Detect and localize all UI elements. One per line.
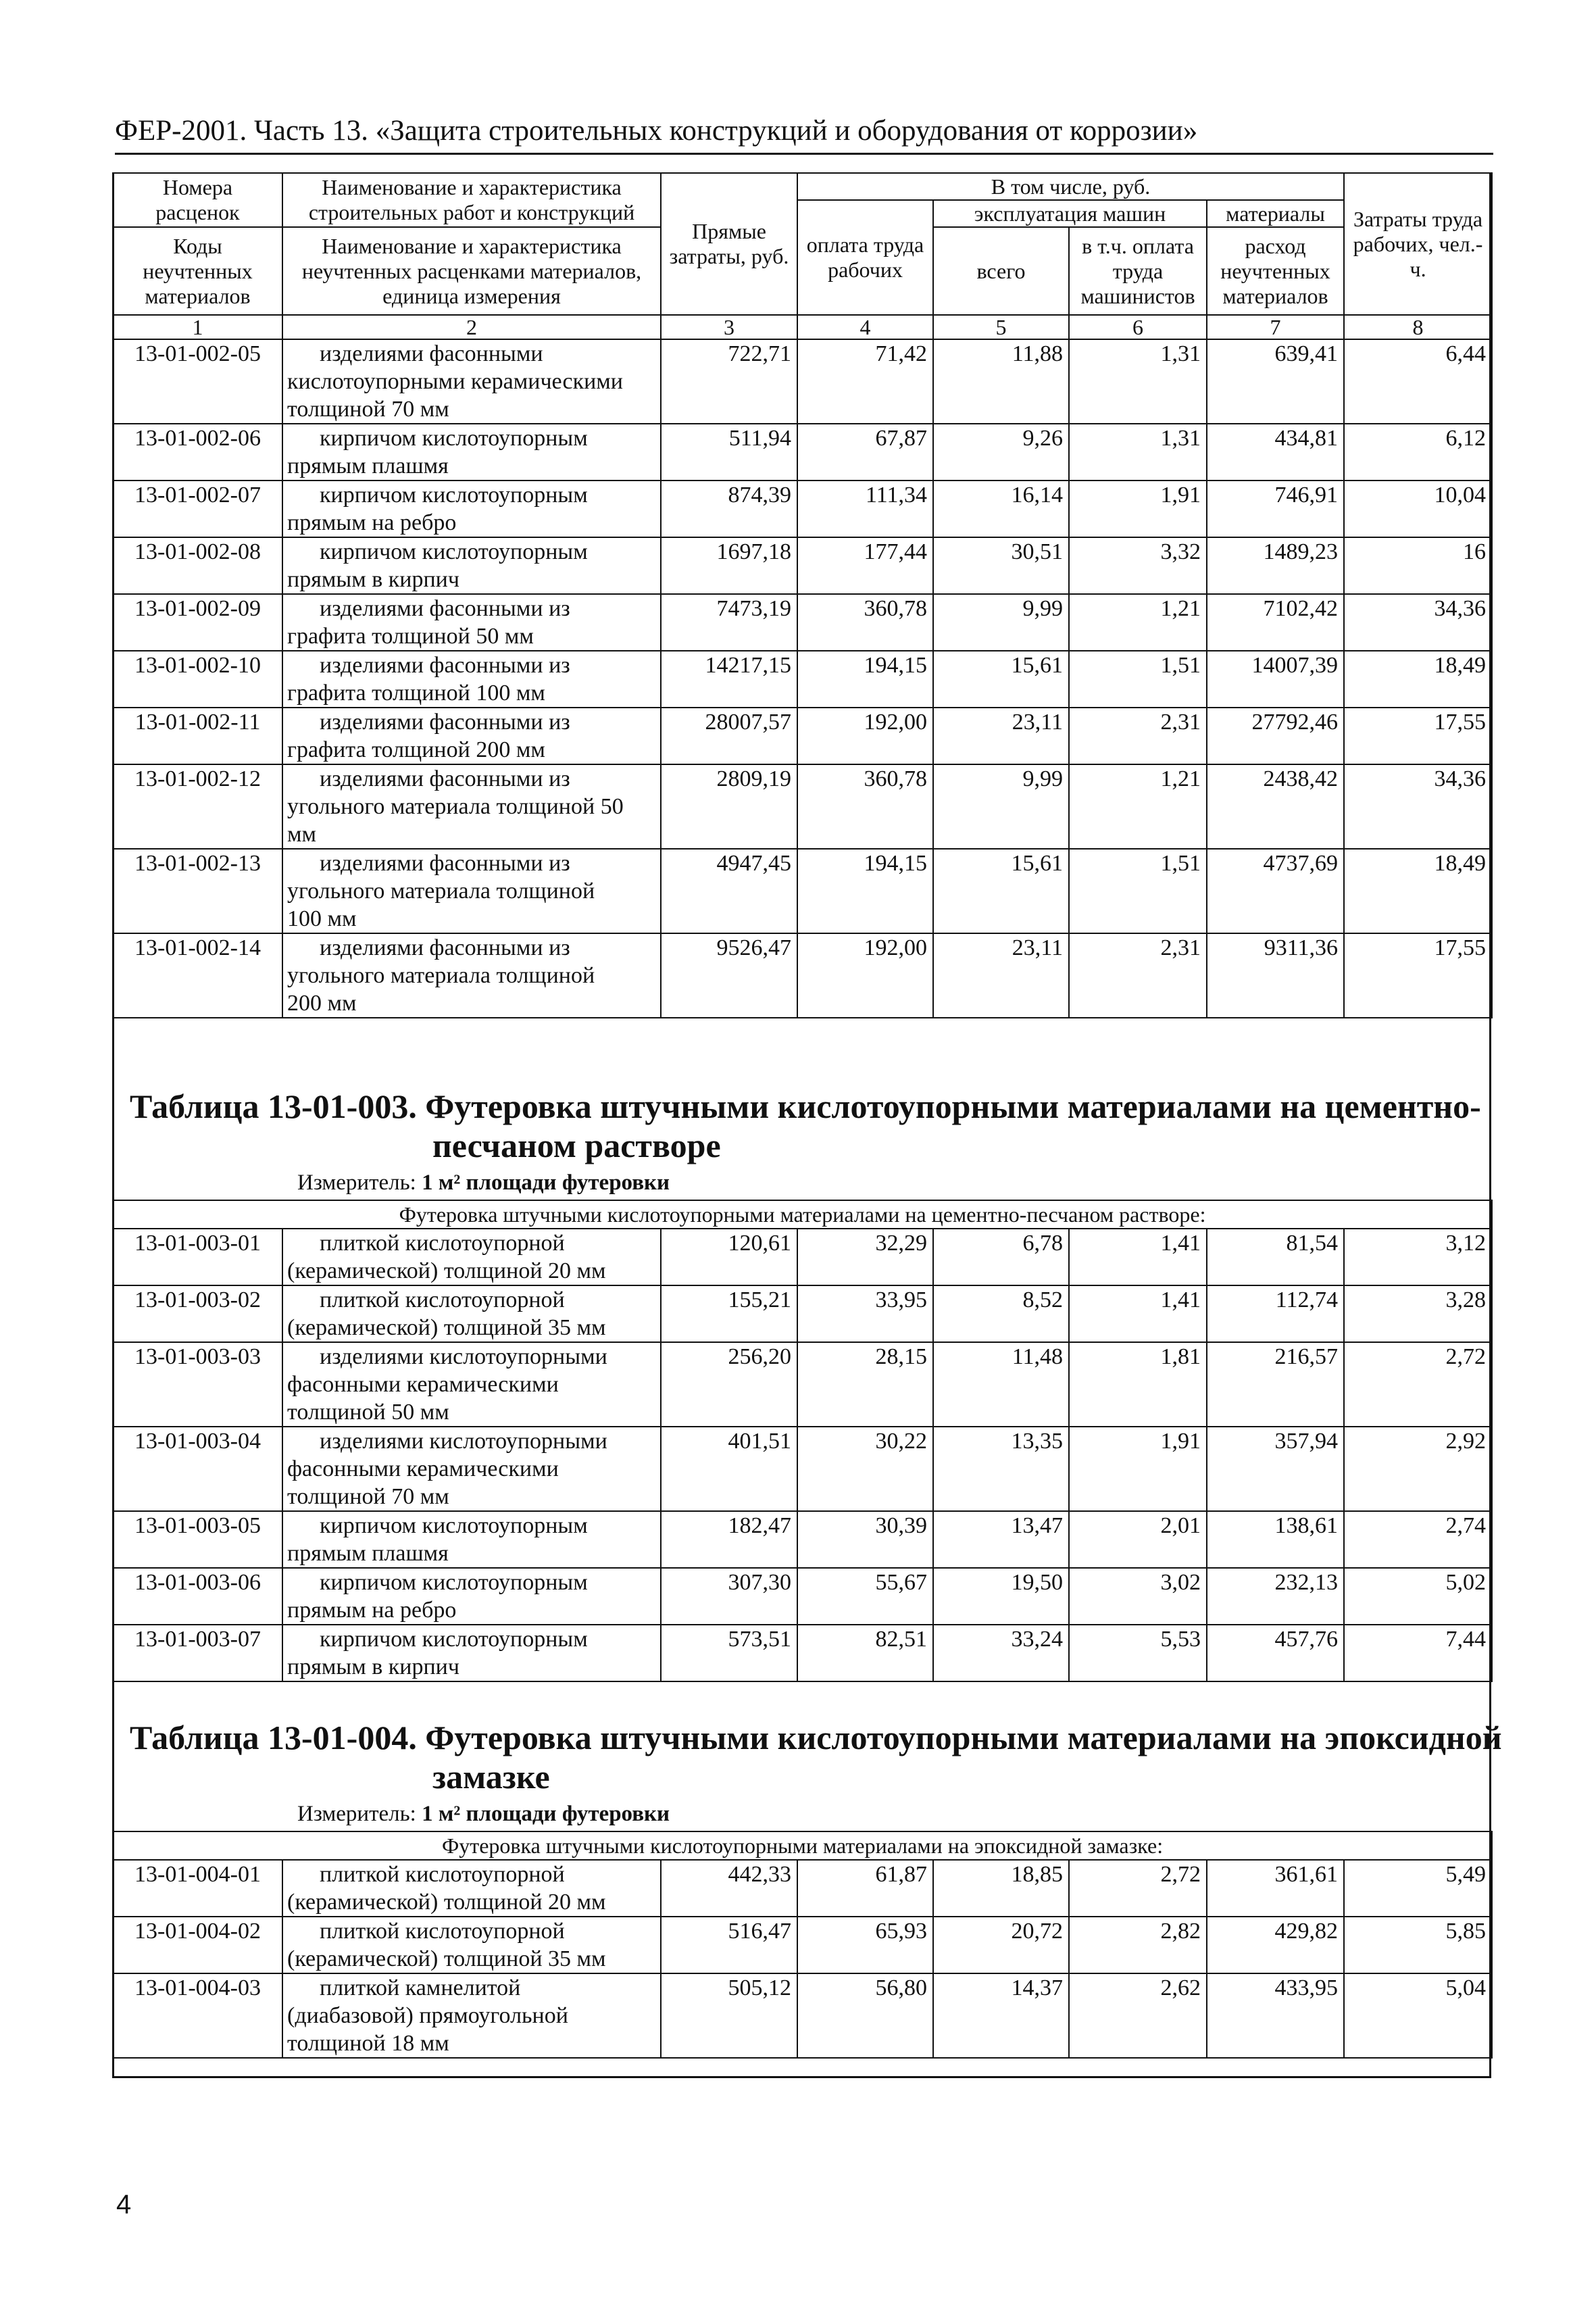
column-number: 5 [933,315,1069,339]
rate-code: 13-01-002-14 [113,933,282,1018]
rate-code: 13-01-004-01 [113,1860,282,1917]
direct-costs: 516,47 [661,1917,797,1973]
table-row [113,424,1492,481]
machine-total: 11,48 [933,1342,1069,1427]
work-description [282,1342,661,1427]
machine-operator-pay: 1,51 [1069,651,1207,708]
table-row [113,1568,1492,1625]
labor-pay: 30,22 [797,1427,933,1511]
direct-costs: 7473,19 [661,594,797,651]
machine-total: 23,11 [933,933,1069,1018]
labor-hours: 3,28 [1344,1285,1492,1342]
materials-cost: 429,82 [1207,1917,1344,1973]
work-description [282,424,661,481]
description-line: прямым на ребро [287,510,457,535]
direct-costs: 1697,18 [661,537,797,594]
machine-total: 8,52 [933,1285,1069,1342]
description-line: (керамической) толщиной 20 мм [287,1890,606,1915]
table-row [113,481,1492,537]
direct-costs: 573,51 [661,1625,797,1681]
machine-total: 30,51 [933,537,1069,594]
labor-pay: 192,00 [797,708,933,764]
rate-code: 13-01-002-10 [113,651,282,708]
direct-costs: 511,94 [661,424,797,481]
description-line: прямым плашмя [287,453,449,478]
table-row [113,1285,1492,1342]
materials-cost: 434,81 [1207,424,1344,481]
machine-operator-pay: 2,31 [1069,708,1207,764]
labor-hours: 17,55 [1344,933,1492,1018]
materials-cost: 746,91 [1207,481,1344,537]
labor-pay: 32,29 [797,1229,933,1285]
labor-pay: 360,78 [797,764,933,849]
labor-hours: 3,12 [1344,1229,1492,1285]
table-row [113,708,1492,764]
rate-code: 13-01-003-07 [113,1625,282,1681]
description-line: изделиями фасонными из [320,596,570,621]
table-row [113,1342,1492,1427]
machine-operator-pay: 1,21 [1069,764,1207,849]
description-line: изделиями фасонными из [320,851,570,876]
machine-operator-pay: 2,82 [1069,1917,1207,1973]
labor-pay: 55,67 [797,1568,933,1625]
work-description [282,849,661,933]
rate-code: 13-01-002-06 [113,424,282,481]
work-description [282,1917,661,1973]
machine-total: 20,72 [933,1917,1069,1973]
materials-cost: 357,94 [1207,1427,1344,1511]
column-number: 7 [1207,315,1344,339]
table-header [113,173,1492,315]
section-heading: Футеровка штучными кислотоупорными материалами на цементно-песчаном растворе: [113,1200,1492,1229]
materials-cost: 7102,42 [1207,594,1344,651]
machine-operator-pay: 2,01 [1069,1511,1207,1568]
table-row [113,1625,1492,1681]
materials-cost: 2438,42 [1207,764,1344,849]
labor-pay: 33,95 [797,1285,933,1342]
direct-costs: 14217,15 [661,651,797,708]
work-description [282,537,661,594]
column-number: 4 [797,315,933,339]
machine-total: 19,50 [933,1568,1069,1625]
machine-total: 15,61 [933,651,1069,708]
description-line: толщиной 50 мм [287,1400,449,1425]
rate-code: 13-01-002-05 [113,339,282,424]
machine-operator-pay: 5,53 [1069,1625,1207,1681]
column-header-unaccounted-materials: Наименование и характеристика неучтенных расценками материалов, единица измерения [282,227,661,315]
column-header-codes-unaccounted: Коды неучтенных материалов [113,227,282,315]
description-line: толщиной 18 мм [287,2031,449,2056]
description-line: плиткой кислотоупорной [320,1287,565,1312]
materials-cost: 27792,46 [1207,708,1344,764]
labor-pay: 61,87 [797,1860,933,1917]
labor-pay: 28,15 [797,1342,933,1427]
table-row [113,1511,1492,1568]
description-line: изделиями фасонными из [320,935,570,960]
work-description [282,1285,661,1342]
materials-cost: 639,41 [1207,339,1344,424]
machine-total: 23,11 [933,708,1069,764]
labor-hours: 7,44 [1344,1625,1492,1681]
measure-unit-13-01-004: Измеритель: 1 м² площади футеровки [297,1802,670,1826]
page-header: ФЕР-2001. Часть 13. «Защита строительных конструкций и оборудования от коррозии» [115,114,1493,155]
table-row [113,594,1492,651]
work-description [282,651,661,708]
column-header-labor-hours: Затраты труда рабочих, чел.-ч. [1344,173,1492,315]
direct-costs: 874,39 [661,481,797,537]
rates-table-13-01-002 [112,172,1493,1018]
machine-total: 9,99 [933,764,1069,849]
machine-total: 16,14 [933,481,1069,537]
labor-pay: 192,00 [797,933,933,1018]
labor-hours: 18,49 [1344,849,1492,933]
table-row [113,1427,1492,1511]
direct-costs: 4947,45 [661,849,797,933]
description-line: кислотоупорными керамическими [287,369,624,394]
work-description [282,933,661,1018]
direct-costs: 9526,47 [661,933,797,1018]
column-header-machine-operator-pay: в т.ч. оплата труда машинистов [1069,227,1207,315]
materials-cost: 361,61 [1207,1860,1344,1917]
labor-hours: 18,49 [1344,651,1492,708]
description-line: изделиями фасонными из [320,653,570,678]
labor-pay: 56,80 [797,1973,933,2058]
description-line: угольного материала толщиной [287,963,595,988]
description-line: фасонными керамическими [287,1372,559,1397]
labor-pay: 65,93 [797,1917,933,1973]
labor-pay: 360,78 [797,594,933,651]
rate-code: 13-01-002-12 [113,764,282,849]
materials-cost: 138,61 [1207,1511,1344,1568]
description-line: изделиями фасонными [320,341,543,366]
labor-hours: 5,02 [1344,1568,1492,1625]
machine-operator-pay: 1,91 [1069,481,1207,537]
materials-cost: 9311,36 [1207,933,1344,1018]
rate-code: 13-01-004-02 [113,1917,282,1973]
labor-hours: 6,44 [1344,339,1492,424]
labor-hours: 16 [1344,537,1492,594]
description-line: 100 мм [287,906,357,931]
description-line: прямым плашмя [287,1541,449,1566]
labor-hours: 5,49 [1344,1860,1492,1917]
work-description [282,481,661,537]
machine-total: 6,78 [933,1229,1069,1285]
description-line: изделиями кислотоупорными [320,1429,607,1454]
labor-hours: 2,74 [1344,1511,1492,1568]
description-line: графита толщиной 50 мм [287,624,534,649]
table-title-13-01-004: Таблица 13-01-004. Футеровка штучными кислотоупорными материалами на эпоксидной [130,1719,1502,1756]
machine-operator-pay: 1,41 [1069,1229,1207,1285]
work-description [282,594,661,651]
rates-table-13-01-004 [112,1831,1493,2059]
machine-total: 13,35 [933,1427,1069,1511]
rate-code: 13-01-002-13 [113,849,282,933]
column-header-labor-pay: оплата труда рабочих [797,200,933,315]
direct-costs: 155,21 [661,1285,797,1342]
labor-pay: 177,44 [797,537,933,594]
labor-pay: 67,87 [797,424,933,481]
labor-hours: 34,36 [1344,764,1492,849]
measure-unit-13-01-003: Измеритель: 1 м² площади футеровки [297,1171,670,1195]
table-row [113,537,1492,594]
machine-operator-pay: 1,31 [1069,424,1207,481]
description-line: (керамической) толщиной 20 мм [287,1258,606,1283]
labor-hours: 5,04 [1344,1973,1492,2058]
description-line: графита толщиной 100 мм [287,681,545,706]
materials-cost: 4737,69 [1207,849,1344,933]
direct-costs: 120,61 [661,1229,797,1285]
table-row [113,1229,1492,1285]
description-line: мм [287,822,317,847]
table-row [113,764,1492,849]
description-line: кирпичом кислотоупорным [320,483,588,508]
description-line: прямым в кирпич [287,1654,459,1679]
work-description [282,1860,661,1917]
direct-costs: 442,33 [661,1860,797,1917]
machine-operator-pay: 2,62 [1069,1973,1207,2058]
machine-total: 9,26 [933,424,1069,481]
description-line: (керамической) толщиной 35 мм [287,1315,606,1340]
description-line: (керамической) толщиной 35 мм [287,1946,606,1971]
materials-cost: 112,74 [1207,1285,1344,1342]
column-header-code: Номера расценок [113,173,282,227]
work-description [282,1625,661,1681]
rate-code: 13-01-002-08 [113,537,282,594]
labor-pay: 194,15 [797,849,933,933]
machine-total: 15,61 [933,849,1069,933]
rate-code: 13-01-002-07 [113,481,282,537]
direct-costs: 307,30 [661,1568,797,1625]
machine-operator-pay: 1,21 [1069,594,1207,651]
rate-code: 13-01-003-03 [113,1342,282,1427]
labor-hours: 34,36 [1344,594,1492,651]
machine-operator-pay: 1,41 [1069,1285,1207,1342]
machine-operator-pay: 1,81 [1069,1342,1207,1427]
rate-code: 13-01-002-09 [113,594,282,651]
direct-costs: 505,12 [661,1973,797,2058]
direct-costs: 2809,19 [661,764,797,849]
labor-hours: 6,12 [1344,424,1492,481]
labor-pay: 194,15 [797,651,933,708]
column-header-machine-total: всего [933,227,1069,315]
description-line: кирпичом кислотоупорным [320,426,588,451]
description-line: кирпичом кислотоупорным [320,539,588,564]
table-row [113,339,1492,424]
column-number: 8 [1344,315,1492,339]
machine-total: 11,88 [933,339,1069,424]
description-line: (диабазовой) прямоугольной [287,2003,568,2028]
column-number: 3 [661,315,797,339]
rate-code: 13-01-004-03 [113,1973,282,2058]
description-line: прямым на ребро [287,1598,457,1623]
machine-operator-pay: 3,02 [1069,1568,1207,1625]
direct-costs: 28007,57 [661,708,797,764]
labor-hours: 2,92 [1344,1427,1492,1511]
work-description [282,1427,661,1511]
description-line: изделиями кислотоупорными [320,1344,607,1369]
materials-cost: 14007,39 [1207,651,1344,708]
machine-total: 18,85 [933,1860,1069,1917]
description-line: угольного материала толщиной [287,879,595,904]
description-line: толщиной 70 мм [287,397,449,422]
work-description [282,339,661,424]
labor-hours: 2,72 [1344,1342,1492,1427]
column-header-materials-use: расход неучтенных материалов [1207,227,1344,315]
description-line: фасонными керамическими [287,1456,559,1481]
description-line: угольного материала толщиной 50 [287,794,624,819]
column-header-machine-ops: эксплуатация машин [933,200,1207,227]
description-line: плиткой кислотоупорной [320,1919,565,1944]
column-header-direct-costs: Прямые затраты, руб. [661,173,797,315]
work-description [282,1973,661,2058]
page-number: 4 [116,2190,132,2219]
work-description [282,708,661,764]
column-header-materials: материалы [1207,200,1344,227]
direct-costs: 401,51 [661,1427,797,1511]
materials-cost: 1489,23 [1207,537,1344,594]
description-line: кирпичом кислотоупорным [320,1627,588,1652]
machine-operator-pay: 3,32 [1069,537,1207,594]
work-description [282,1229,661,1285]
rate-code: 13-01-003-02 [113,1285,282,1342]
machine-operator-pay: 1,91 [1069,1427,1207,1511]
materials-cost: 216,57 [1207,1342,1344,1427]
work-description [282,764,661,849]
description-line: кирпичом кислотоупорным [320,1570,588,1595]
work-description [282,1568,661,1625]
labor-hours: 17,55 [1344,708,1492,764]
labor-hours: 5,85 [1344,1917,1492,1973]
description-line: толщиной 70 мм [287,1484,449,1509]
description-line: графита толщиной 200 мм [287,737,545,762]
rate-code: 13-01-003-01 [113,1229,282,1285]
rate-code: 13-01-003-06 [113,1568,282,1625]
machine-operator-pay: 1,31 [1069,339,1207,424]
direct-costs: 256,20 [661,1342,797,1427]
column-number: 1 [113,315,282,339]
description-line: плиткой камнелитой [320,1975,521,2000]
materials-cost: 232,13 [1207,1568,1344,1625]
work-description [282,1511,661,1568]
rate-code: 13-01-002-11 [113,708,282,764]
table-row [113,1917,1492,1973]
section-heading: Футеровка штучными кислотоупорными материалами на эпоксидной замазке: [113,1831,1492,1860]
labor-pay: 111,34 [797,481,933,537]
labor-pay: 71,42 [797,339,933,424]
machine-operator-pay: 1,51 [1069,849,1207,933]
labor-hours: 10,04 [1344,481,1492,537]
machine-total: 9,99 [933,594,1069,651]
rate-code: 13-01-003-05 [113,1511,282,1568]
column-number: 6 [1069,315,1207,339]
table-row [113,849,1492,933]
machine-total: 13,47 [933,1511,1069,1568]
table-title-13-01-003-cont: песчаном растворе [432,1127,721,1164]
rate-code: 13-01-003-04 [113,1427,282,1511]
table-row [113,1973,1492,2058]
materials-cost: 81,54 [1207,1229,1344,1285]
description-line: кирпичом кислотоупорным [320,1513,588,1538]
direct-costs: 722,71 [661,339,797,424]
table-title-13-01-004-cont: замазке [432,1758,550,1796]
description-line: изделиями фасонными из [320,710,570,735]
description-line: изделиями фасонными из [320,766,570,791]
machine-operator-pay: 2,31 [1069,933,1207,1018]
description-line: плиткой кислотоупорной [320,1231,565,1256]
column-header-name: Наименование и характеристика строительных работ и конструкций [282,173,661,227]
machine-total: 33,24 [933,1625,1069,1681]
column-header-including: В том числе, руб. [797,173,1344,200]
rates-table-13-01-003 [112,1200,1493,1682]
labor-pay: 30,39 [797,1511,933,1568]
table-row [113,933,1492,1018]
description-line: плиткой кислотоупорной [320,1862,565,1887]
materials-cost: 433,95 [1207,1973,1344,2058]
description-line: прямым в кирпич [287,567,459,592]
table-row [113,1860,1492,1917]
machine-operator-pay: 2,72 [1069,1860,1207,1917]
direct-costs: 182,47 [661,1511,797,1568]
machine-total: 14,37 [933,1973,1069,2058]
column-number: 2 [282,315,661,339]
table-title-13-01-003: Таблица 13-01-003. Футеровка штучными кислотоупорными материалами на цементно- [130,1087,1481,1125]
labor-pay: 82,51 [797,1625,933,1681]
table-row [113,651,1492,708]
description-line: 200 мм [287,991,357,1016]
materials-cost: 457,76 [1207,1625,1344,1681]
